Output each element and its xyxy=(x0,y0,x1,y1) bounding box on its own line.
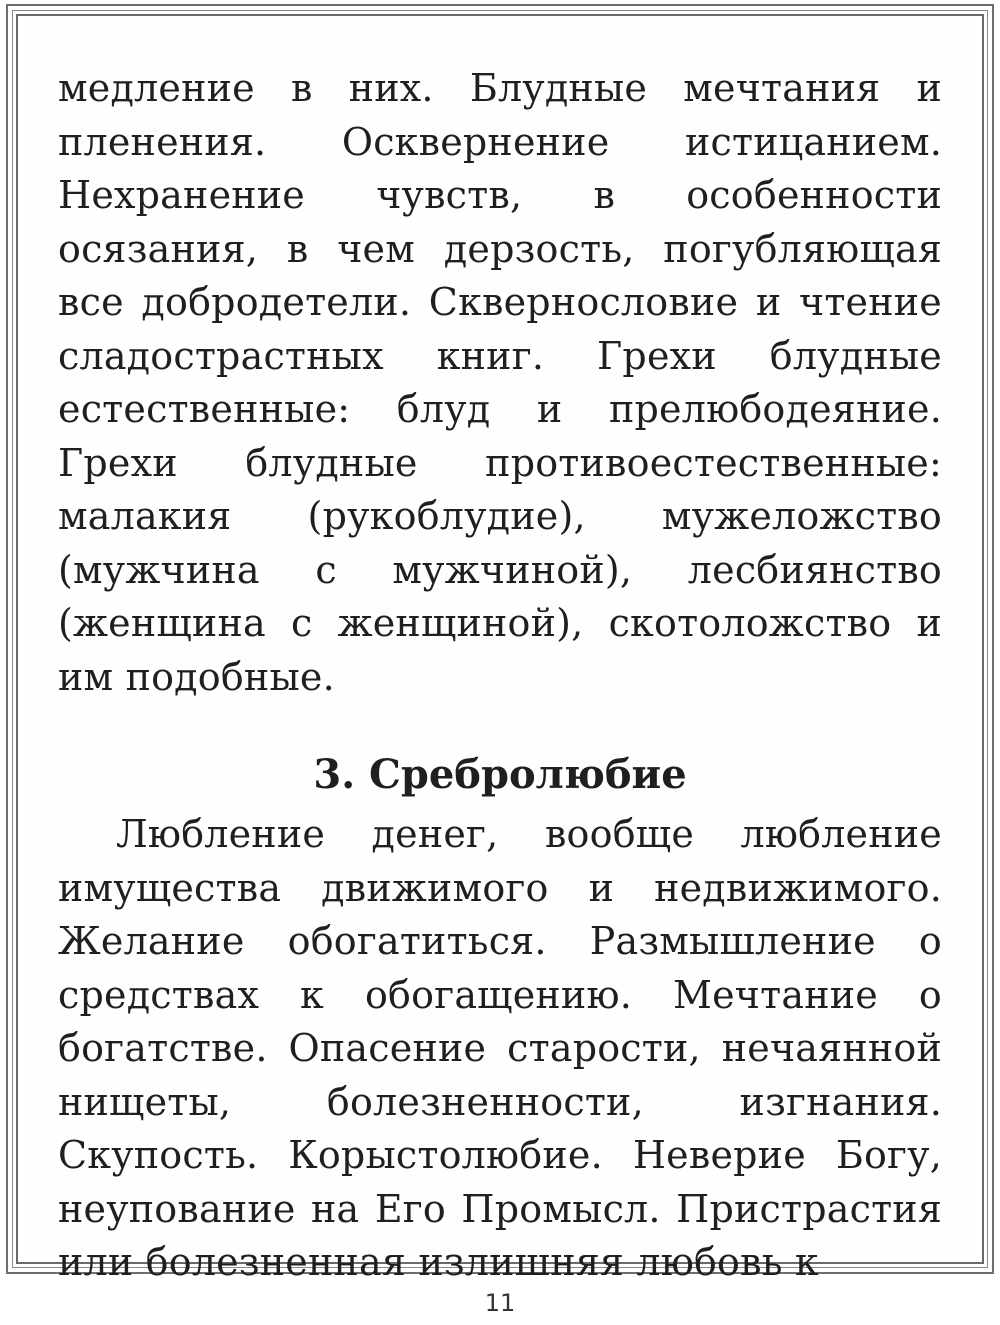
page-number: 11 xyxy=(484,1289,516,1317)
paragraph-silver-love: Любление денег, вообще любление имущества движимого и недвижимого. Желание обогатиться. Размышление о средствах к обогащению. Мечтание о богатстве. Опасение старости, нечаянной нищеты, болезненности, изгнания. Скупость. Корыстолюбие. Неверие Богу, неупование на Его Промысл. Пристрастия или болезненная излишняя любовь к xyxy=(58,812,942,1284)
section-heading: 3. Сребролюбие xyxy=(313,751,687,798)
page-content xyxy=(58,62,942,1290)
paragraph-continued: медление в них. Блудные мечтания и пленения. Осквернение истицанием. Нехранение чувств, в особенности осязания, в чем дерзость, погубляющая все добродетели. Сквернословие и чтение сладострастных книг. Грехи блудные естественные: блуд и прелюбодеяние. Грехи блудные противоестественные: малакия (рукоблудие), мужеложство (мужчина с мужчиной), лесбиянство (женщина с женщиной), скотоложство и им подобные. xyxy=(58,66,942,699)
